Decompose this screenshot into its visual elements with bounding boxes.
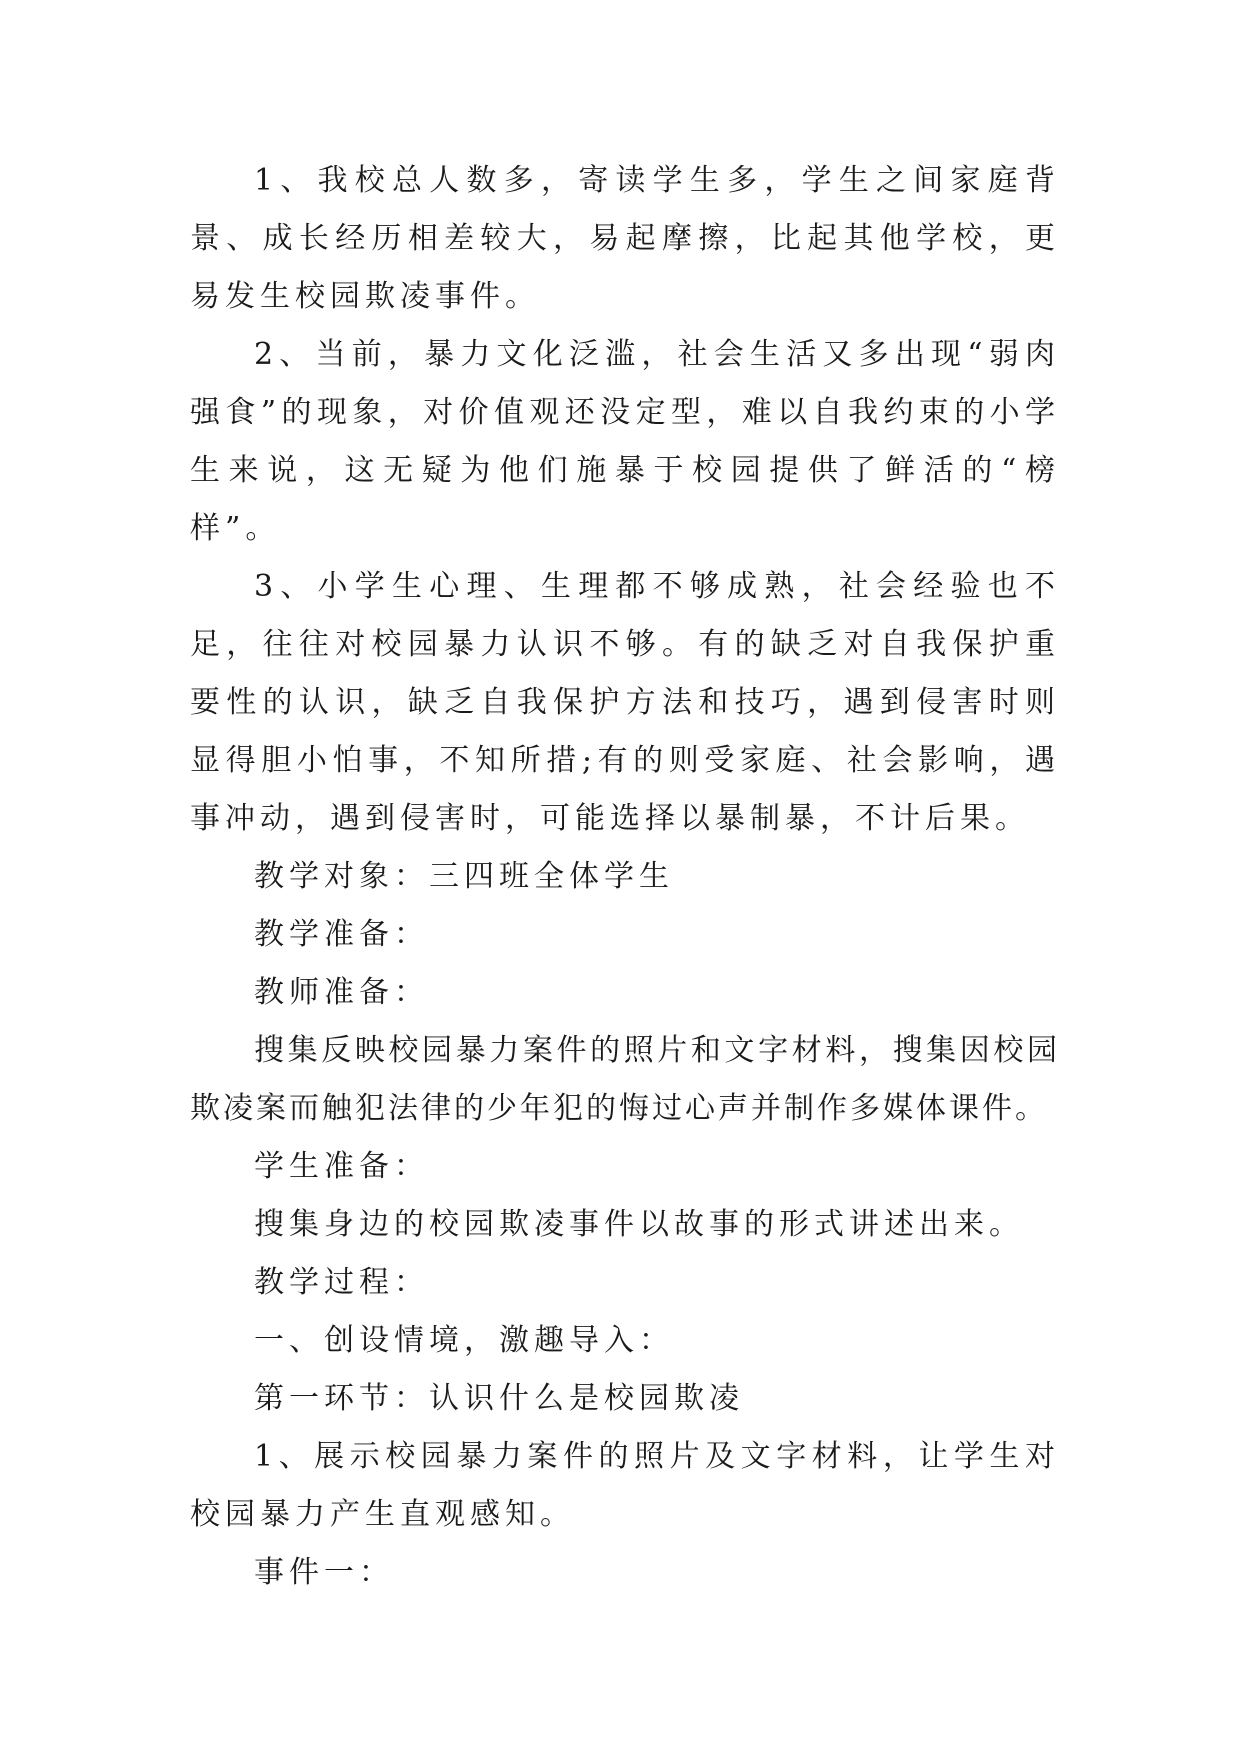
paragraph-teaching-target: 教学对象：三四班全体学生 bbox=[254, 859, 674, 894]
paragraph-student-prep-detail: 搜集身边的校园欺凌事件以故事的形式讲述出来。 bbox=[254, 1207, 1024, 1242]
paragraph-reason-2: 2、当前，暴力文化泛滥，社会生活又多出现“弱肉强食”的现象，对价值观还没定型，难以自我约束的小学生来说，这无疑为他们施暴于校园提供了鲜活的“榜样”。 bbox=[190, 337, 1060, 546]
paragraph-reason-3: 3、小学生心理、生理都不够成熟，社会经验也不足，往往对校园暴力认识不够。有的缺乏对自我保护重要性的认识，缺乏自我保护方法和技巧，遇到侵害时则显得胆小怕事，不知所措;有的则受家庭、社会影响，遇事冲动，遇到侵害时，可能选择以暴制暴，不计后果。 bbox=[190, 569, 1060, 836]
paragraph-first-stage: 第一环节：认识什么是校园欺凌 bbox=[254, 1381, 744, 1416]
paragraph-teacher-prep: 教师准备： bbox=[254, 975, 429, 1010]
paragraph-section-one: 一、创设情境，激趣导入： bbox=[254, 1323, 674, 1358]
paragraph-teacher-prep-detail: 搜集反映校园暴力案件的照片和文字材料，搜集因校园欺凌案而触犯法律的少年犯的悔过心声并制作多媒体课件。 bbox=[190, 1033, 1060, 1126]
document-body bbox=[190, 152, 1060, 1602]
paragraph-stage-step-1: 1、展示校园暴力案件的照片及文字材料，让学生对校园暴力产生直观感知。 bbox=[190, 1439, 1060, 1532]
paragraph-student-prep: 学生准备： bbox=[254, 1149, 429, 1184]
paragraph-teaching-process: 教学过程： bbox=[254, 1265, 429, 1300]
paragraph-teaching-prep: 教学准备： bbox=[254, 917, 429, 952]
paragraph-event-one: 事件一： bbox=[254, 1555, 394, 1590]
paragraph-reason-1: 1、我校总人数多，寄读学生多，学生之间家庭背景、成长经历相差较大，易起摩擦，比起其他学校，更易发生校园欺凌事件。 bbox=[190, 163, 1060, 314]
